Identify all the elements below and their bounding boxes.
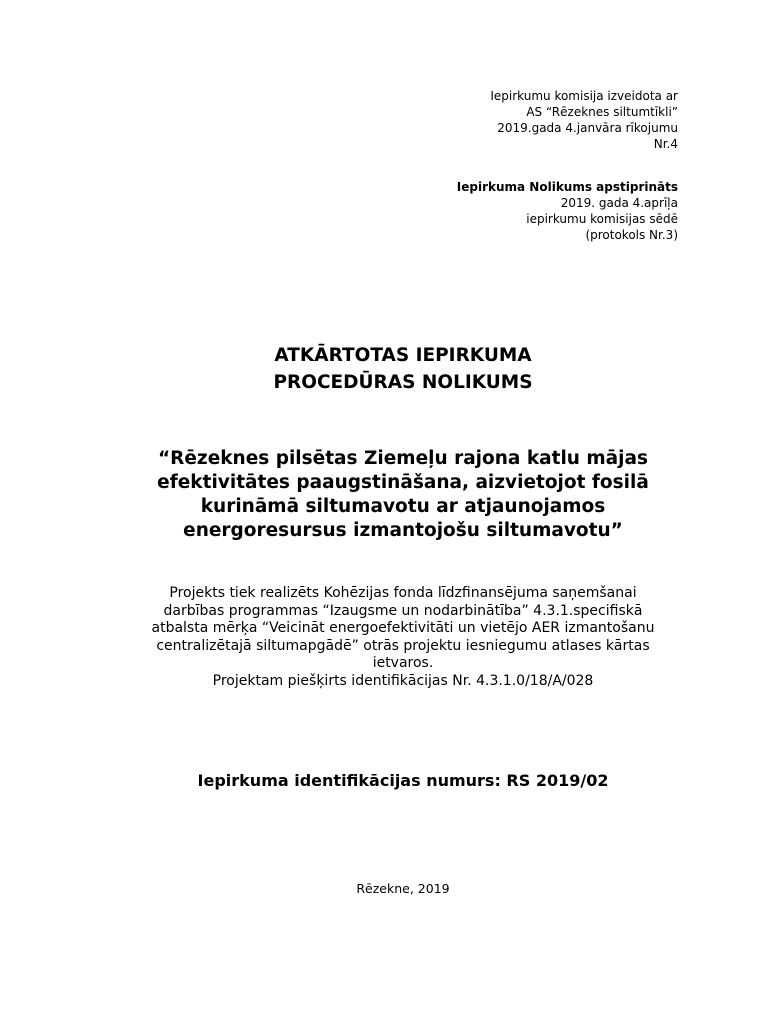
commission-creation-note	[490, 88, 678, 152]
procurement-title-line: efektivitātes paaugstināšana, aizvietojot fosilā	[157, 472, 649, 493]
title-line: ATKĀRTOTAS IEPIRKUMA	[274, 345, 532, 366]
procurement-title	[80, 447, 726, 543]
approval-heading: Iepirkuma Nolikums apstiprināts	[456, 180, 678, 194]
approval-line: iepirkumu komisijas sēdē	[526, 212, 678, 226]
procurement-title-line: energoresursus izmantojošu siltumavotu”	[183, 520, 623, 541]
approval-line: (protokols Nr.3)	[585, 228, 678, 242]
creation-line: Iepirkumu komisija izveidota ar	[490, 89, 678, 103]
procurement-title-line: kurināmā siltumavotu ar atjaunojamos	[200, 496, 606, 517]
project-info-line: Projekts tiek realizēts Kohēzijas fonda līdzfinansējuma saņemšanai	[169, 585, 637, 601]
creation-line: 2019.gada 4.janvāra rīkojumu	[497, 121, 678, 135]
approval-line: 2019. gada 4.aprīļa	[560, 196, 678, 210]
creation-line: AS “Rēzeknes siltumtīkli”	[526, 105, 678, 119]
project-info-line: darbības programmas “Izaugsme un nodarbinātība” 4.3.1.specifiskā	[163, 602, 643, 619]
document-title	[80, 342, 726, 396]
approval-note	[457, 179, 678, 243]
project-id-line: Projektam piešķirts identifikācijas Nr. 4.3.1.0/18/A/028	[212, 672, 594, 689]
project-info-line: centralizētajā siltumapgādē” otrās projektu iesniegumu atlases kārtas	[156, 637, 650, 654]
procurement-title-line: “Rēzeknes pilsētas Ziemeļu rajona katlu mājas	[157, 448, 648, 469]
project-info-line: ietvaros.	[372, 655, 434, 671]
title-line: PROCEDŪRAS NOLIKUMS	[273, 372, 533, 393]
place-and-date: Rēzekne, 2019	[356, 881, 450, 896]
procurement-id-number: Iepirkuma identifikācijas numurs: RS 2019/02	[197, 771, 609, 790]
project-info	[80, 585, 726, 690]
project-info-line: atbalsta mērķa “Veicināt energoefektivitāti un vietējo AER izmantošanu	[151, 620, 655, 636]
creation-line: Nr.4	[653, 137, 678, 151]
